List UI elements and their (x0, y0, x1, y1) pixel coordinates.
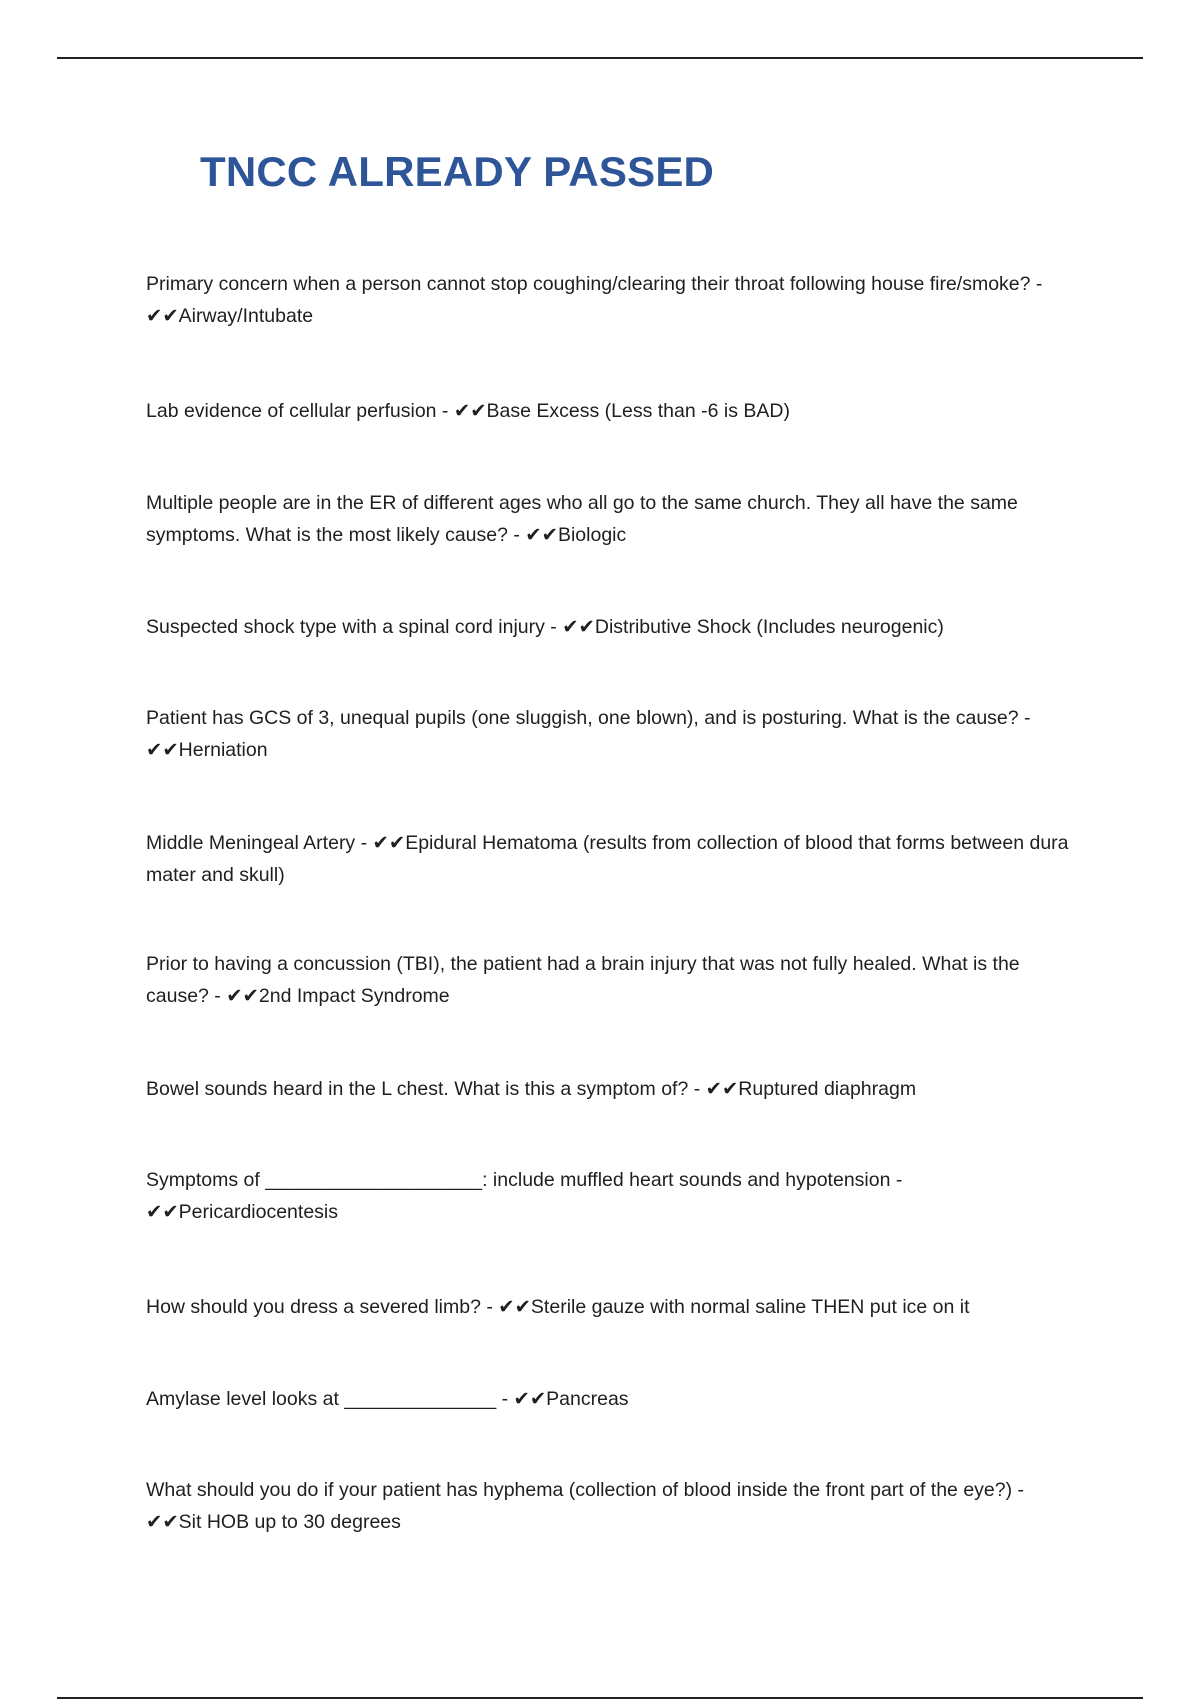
footer-rule (57, 1697, 1143, 1699)
qa-entry: Primary concern when a person cannot stop coughing/clearing their throat following house fire/smoke? - ✔✔Airway/Intubate (146, 273, 1043, 327)
qa-entry: Symptoms of ____________________: include muffled heart sounds and hypotension - ✔✔Pericardiocentesis (146, 1169, 903, 1223)
qa-entry: What should you do if your patient has hyphema (collection of blood inside the front part of the eye?) - ✔✔Sit HOB up to 30 degrees (146, 1479, 1025, 1533)
qa-entry: Suspected shock type with a spinal cord injury - ✔✔Distributive Shock (Includes neurogenic) (146, 616, 944, 638)
qa-entry: Patient has GCS of 3, unequal pupils (one sluggish, one blown), and is posturing. What is the cause? - ✔✔Herniation (146, 707, 1031, 761)
qa-entry: Lab evidence of cellular perfusion - ✔✔Base Excess (Less than -6 is BAD) (146, 400, 790, 422)
qa-entry: Amylase level looks at ______________ - ✔✔Pancreas (146, 1388, 629, 1410)
header-rule (57, 57, 1143, 59)
qa-entry: Middle Meningeal Artery - ✔✔Epidural Hematoma (results from collection of blood that forms between dura mater and skull) (146, 832, 1069, 886)
qa-entry: Multiple people are in the ER of different ages who all go to the same church. They all have the same symptoms. What is the most likely cause? - ✔✔Biologic (146, 492, 1018, 546)
qa-entry: Bowel sounds heard in the L chest. What is this a symptom of? - ✔✔Ruptured diaphragm (146, 1078, 917, 1100)
qa-entry: Prior to having a concussion (TBI), the patient had a brain injury that was not fully healed. What is the cause? - ✔✔2nd Impact Syndrome (146, 953, 1020, 1007)
page-title: TNCC ALREADY PASSED (200, 148, 715, 195)
qa-entry: How should you dress a severed limb? - ✔✔Sterile gauze with normal saline THEN put ice on it (146, 1296, 970, 1318)
